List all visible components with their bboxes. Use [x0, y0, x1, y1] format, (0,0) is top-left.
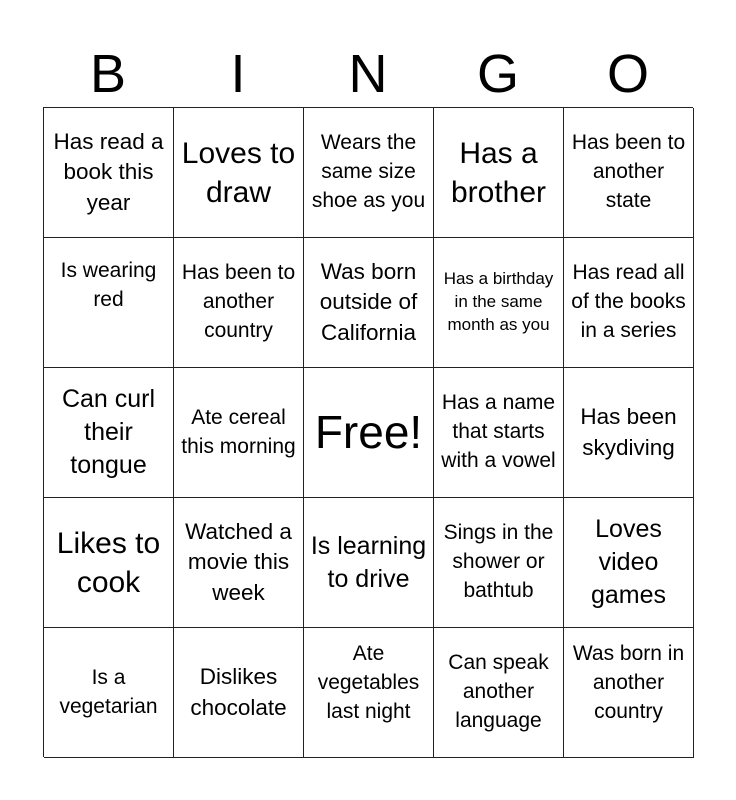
bingo-cell[interactable] — [564, 108, 694, 238]
bingo-cell[interactable] — [304, 238, 434, 368]
cell-text: Was born outside of California — [319, 258, 418, 345]
bingo-cell[interactable] — [44, 108, 174, 238]
bingo-cell[interactable] — [434, 368, 564, 498]
cell-text: Likes to cook — [56, 526, 161, 599]
bingo-cell[interactable] — [434, 238, 564, 368]
cell-text: Loves to draw — [181, 136, 296, 209]
cell-text: Has been to another state — [571, 131, 686, 212]
cell-text: Ate cereal this morning — [181, 405, 296, 458]
header-letter-i: I — [230, 44, 246, 104]
cell-text: Watched a movie this week — [185, 518, 292, 605]
bingo-cell[interactable] — [564, 498, 694, 628]
free-space[interactable] — [304, 368, 434, 498]
cell-text: Can speak another language — [448, 651, 549, 732]
bingo-cell[interactable] — [434, 628, 564, 758]
cell-text: Has read a book this year — [53, 128, 164, 215]
cell-text: Has been skydiving — [580, 404, 677, 460]
bingo-cell[interactable] — [44, 628, 174, 758]
cell-text: Has a brother — [450, 136, 547, 209]
bingo-cell[interactable] — [434, 108, 564, 238]
cell-text: Has a name that starts with a vowel — [441, 391, 556, 472]
cell-text: Sings in the shower or bathtub — [443, 521, 554, 602]
header-letter-b: B — [89, 44, 127, 104]
bingo-cell[interactable] — [304, 498, 434, 628]
cell-text: Was born in another country — [572, 642, 685, 723]
cell-text: Wears the same size shoe as you — [311, 131, 426, 212]
bingo-cell[interactable] — [304, 108, 434, 238]
bingo-cell[interactable] — [564, 238, 694, 368]
cell-text: Can curl their tongue — [61, 385, 156, 479]
bingo-cell[interactable] — [174, 238, 304, 368]
header-letter-g: G — [476, 44, 519, 104]
bingo-grid — [43, 107, 693, 757]
cell-text: Is a vegetarian — [59, 665, 158, 718]
cell-text: Dislikes chocolate — [190, 664, 287, 720]
bingo-cell[interactable] — [44, 368, 174, 498]
bingo-cell[interactable] — [564, 628, 694, 758]
bingo-cell[interactable] — [434, 498, 564, 628]
bingo-cell[interactable] — [174, 628, 304, 758]
bingo-cell[interactable] — [44, 498, 174, 628]
cell-text: Is learning to drive — [310, 531, 427, 593]
bingo-cell[interactable] — [174, 108, 304, 238]
cell-text: Ate vegetables last night — [317, 642, 420, 723]
header-letter-o: O — [606, 44, 649, 104]
cell-text: Has been to another country — [181, 261, 296, 342]
cell-text: Loves video games — [590, 515, 667, 609]
bingo-cell[interactable] — [174, 498, 304, 628]
header-letter-n: N — [348, 44, 388, 104]
bingo-cell[interactable] — [44, 238, 174, 368]
bingo-cell[interactable] — [304, 628, 434, 758]
bingo-header — [43, 40, 693, 108]
cell-text: Is wearing red — [60, 258, 157, 311]
cell-text: Has read all of the books in a series — [571, 261, 686, 342]
cell-text: Free! — [314, 405, 423, 458]
bingo-cell[interactable] — [174, 368, 304, 498]
cell-text: Has a birthday in the same month as you — [443, 269, 554, 334]
bingo-cell[interactable] — [564, 368, 694, 498]
